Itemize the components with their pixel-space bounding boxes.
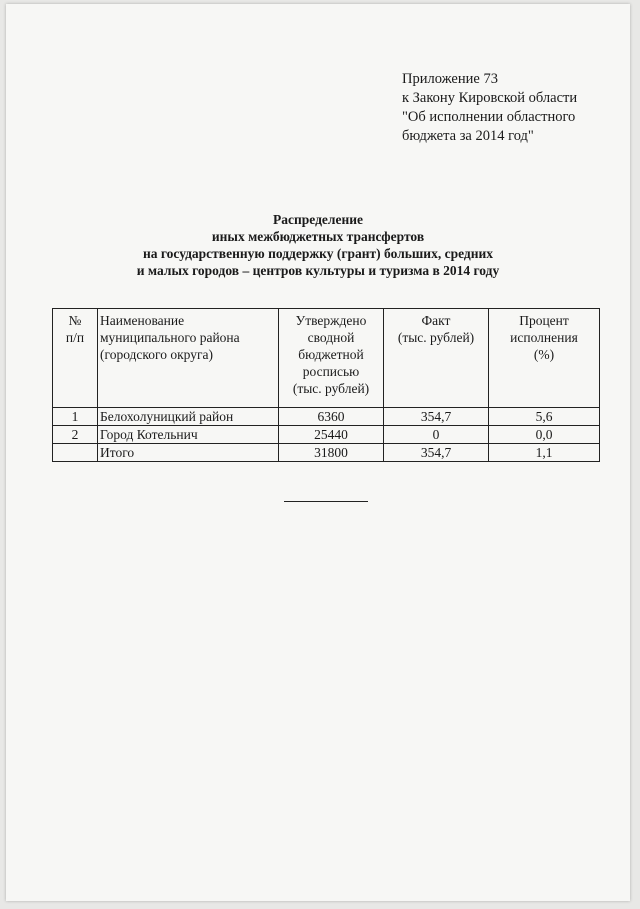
appendix-line-2: к Закону Кировской области [402,90,578,106]
cell-fact: 354,7 [384,444,489,462]
header-name: Наименование муниципального района (городского округа) [98,309,279,408]
cell-name: Итого [98,444,279,462]
cell-percent: 0,0 [489,426,600,444]
title-line-3: на государственную поддержку (грант) больших, средних [142,246,494,261]
table-total-row [53,444,600,462]
title-line-2: иных межбюджетных трансфертов [211,229,425,244]
cell-number [53,444,98,462]
header-fact: Факт (тыс. рублей) [384,309,489,408]
cell-percent: 5,6 [489,408,600,426]
header-percent: Процент исполнения (%) [489,309,600,408]
title-line-1: Распределение [272,212,364,227]
appendix-line-4: бюджета за 2014 год" [402,128,534,144]
cell-name: Город Котельнич [98,426,279,444]
document-page [6,4,630,901]
cell-approved: 6360 [279,408,384,426]
cell-name: Белохолуницкий район [98,408,279,426]
header-number: № п/п [53,309,98,408]
table-row [53,408,600,426]
document-title [6,211,630,279]
cell-number: 2 [53,426,98,444]
cell-fact: 0 [384,426,489,444]
cell-fact: 354,7 [384,408,489,426]
cell-percent: 1,1 [489,444,600,462]
cell-approved: 25440 [279,426,384,444]
title-line-4: и малых городов – центров культуры и туризма в 2014 году [136,263,500,278]
table-header-row [53,309,600,408]
cell-approved: 31800 [279,444,384,462]
appendix-line-3: "Об исполнении областного [402,109,576,125]
appendix-note [402,70,577,146]
appendix-line-1: Приложение 73 [402,71,498,87]
closing-rule [284,501,368,502]
header-approved: Утверждено сводной бюджетной росписью (тыс. рублей) [279,309,384,408]
cell-number: 1 [53,408,98,426]
distribution-table [52,308,600,462]
table-row [53,426,600,444]
